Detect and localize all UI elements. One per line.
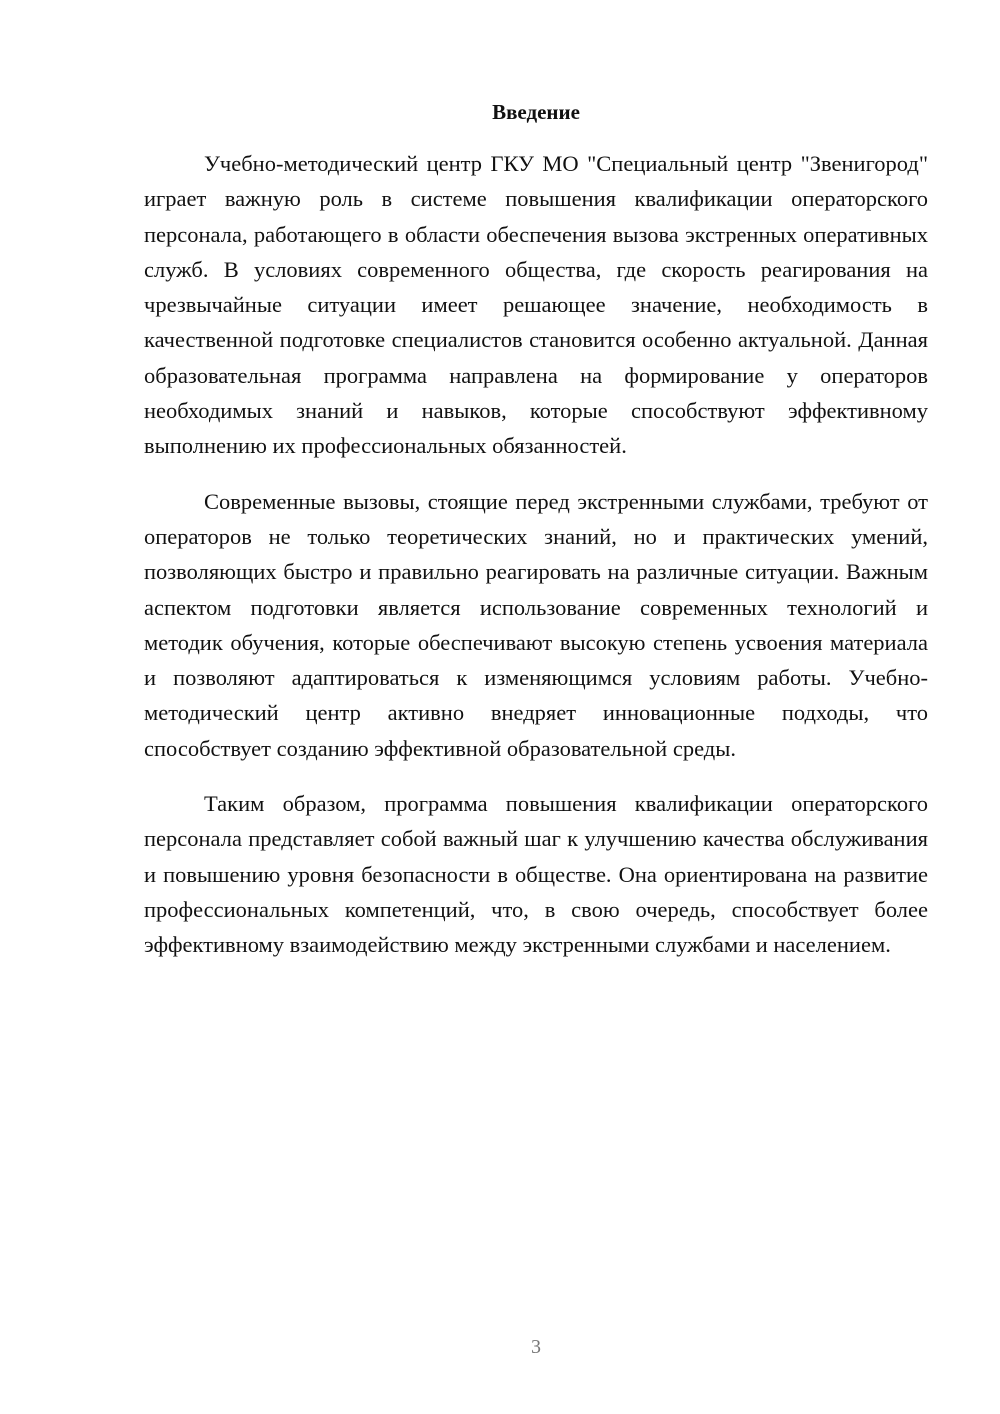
- paragraph-3: Таким образом, программа повышения квалификации операторского персонала представляет собой важный шаг к улучшению качества обслуживания и повышению уровня безопасности в обществе. Она ориентирована на развитие профессиональных компетенций, что, в свою очередь, способствует более эффективному взаимодействию между экстренными службами и населением.: [144, 791, 928, 958]
- paragraph-1: Учебно-методический центр ГКУ МО "Специальный центр "Звенигород" играет важную роль в системе повышения квалификации операторского персонала, работающего в области обеспечения вызова экстренных оперативных служб. В условиях современного общества, где скорость реагирования на чрезвычайные ситуации имеет решающее значение, необходимость в качественной подготовке специалистов становится особенно актуальной. Данная образовательная программа направлена на формирование у операторов необходимых знаний и навыков, которые способствуют эффективному выполнению их профессиональных обязанностей.: [144, 151, 928, 459]
- page-number: 3: [531, 1336, 541, 1358]
- section-heading: Введение: [492, 100, 580, 124]
- paragraph-2: Современные вызовы, стоящие перед экстренными службами, требуют от операторов не только теоретических знаний, но и практических умений, позволяющих быстро и правильно реагировать на различные ситуации. Важным аспектом подготовки является использование современных технологий и методик обучения, которые обеспечивают высокую степень усвоения материала и позволяют адаптироваться к изменяющимся условиям работы. Учебно-методический центр активно внедряет инновационные подходы, что способствует созданию эффективной образовательной среды.: [144, 488, 928, 761]
- page-content: [144, 98, 928, 983]
